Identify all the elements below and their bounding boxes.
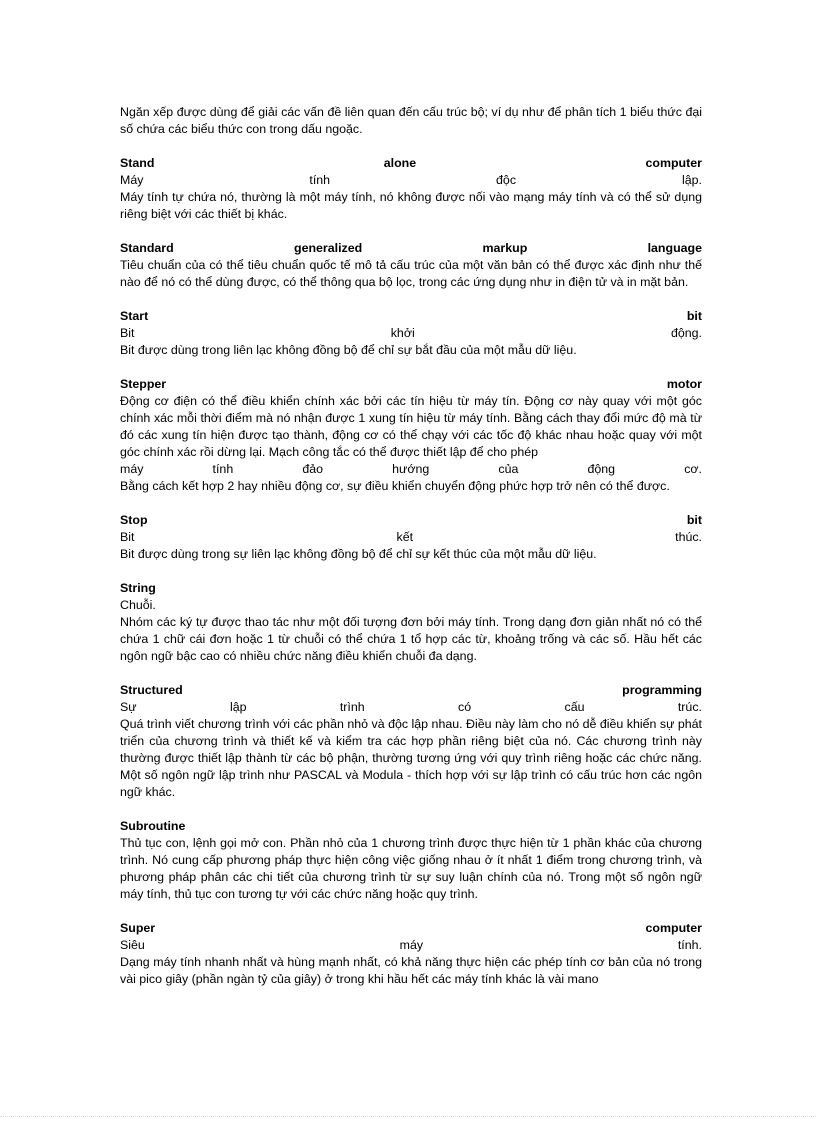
entry-description-continued: Bằng cách kết hợp 2 hay nhiều động cơ, sự điều khiển chuyển động phức hợp trở nên có thể được. xyxy=(120,479,670,493)
term-word: Stand xyxy=(120,156,155,170)
term-word: Stepper xyxy=(120,377,167,391)
entry-translation xyxy=(120,699,702,716)
entry-translation xyxy=(120,597,702,614)
translation-word: trình xyxy=(339,700,365,714)
translation-word: cấu xyxy=(564,700,585,714)
glossary-entry xyxy=(120,308,702,359)
justified-line xyxy=(120,461,702,478)
entry-description: Tiêu chuẩn của có thể tiêu chuẩn quốc tế mô tả cấu trúc của một văn bản có thể được xác định như thế nào để nó có thể dùng được, có thể thông qua bộ lọc, trong các ứng dụng như in điện tử và in mặt bản. xyxy=(120,258,702,289)
glossary-entries xyxy=(120,155,702,988)
line-word: đảo xyxy=(302,462,324,476)
term-word: language xyxy=(647,241,702,255)
translation-word: lập. xyxy=(681,173,702,187)
term-word: Standard xyxy=(120,241,174,255)
translation-word: tính. xyxy=(677,938,702,952)
glossary-entry xyxy=(120,240,702,291)
term-word: Structured xyxy=(120,683,183,697)
entry-description: Động cơ điện có thể điều khiển chính xác bởi các tín hiệu từ máy tín. Động cơ này quay với một góc chính xác mỗi thời điểm mà nó nhận được 1 xung tín hiệu từ máy tính. Bằng cách thay đổi mức độ mà từ đó các xung tín hiện được tạo thành, động cơ có thể chạy với các tốc độ khác nhau hoặc quay với một góc chính xác rồi dừng lại. Mạch công tắc có thể được thiết lập để cho phép xyxy=(120,394,702,459)
entry-translation xyxy=(120,529,702,546)
entry-term xyxy=(120,376,702,393)
entry-term xyxy=(120,682,702,699)
entry-term xyxy=(120,818,702,835)
translation-word: Chuỗi. xyxy=(120,598,156,612)
translation-word: động. xyxy=(670,326,702,340)
glossary-entry xyxy=(120,682,702,801)
line-word: của xyxy=(498,462,519,476)
line-word: máy xyxy=(120,462,144,476)
translation-word: máy xyxy=(399,938,424,952)
entry-translation xyxy=(120,325,702,342)
term-word: Super xyxy=(120,921,156,935)
translation-word: thúc. xyxy=(675,530,702,544)
intro-text: Ngăn xếp được dùng để giải các vấn đề liên quan đến cấu trúc bộ; ví dụ như để phân tích 1 biểu thức đại số chứa các biểu thức con trong dấu ngoặc. xyxy=(120,105,702,136)
term-word: motor xyxy=(666,377,702,391)
translation-word: Sự xyxy=(120,700,137,714)
intro-paragraph xyxy=(120,104,702,138)
glossary-entry xyxy=(120,376,702,495)
entry-description: Bit được dùng trong sự liên lạc không đồng bộ để chỉ sự kết thúc của một mẫu dữ liệu. xyxy=(120,547,597,561)
glossary-entry xyxy=(120,920,702,988)
entry-term xyxy=(120,240,702,257)
translation-word: lập xyxy=(229,700,247,714)
entry-term xyxy=(120,308,702,325)
entry-translation xyxy=(120,937,702,954)
translation-word: tính xyxy=(309,173,331,187)
glossary-entry xyxy=(120,818,702,903)
entry-term xyxy=(120,512,702,529)
term-word: alone xyxy=(383,156,417,170)
entry-description: Thủ tục con, lệnh gọi mở con. Phần nhỏ của 1 chương trình được thực hiện từ 1 phần khác của chương trình. Nó cung cấp phương pháp thực hiện công việc giống nhau ở ít nhất 1 điểm trong chương trình, và phương pháp phân các chi tiết của chương trình từ sự suy luận chính của nó. Trong một số ngôn ngữ máy tính, thủ tục con tương tự với các chức năng hoặc quy trình. xyxy=(120,836,702,901)
page-bottom-rule xyxy=(0,1116,816,1117)
term-word: computer xyxy=(645,921,702,935)
translation-word: có xyxy=(458,700,472,714)
translation-word: kết xyxy=(396,530,414,544)
entry-term xyxy=(120,920,702,937)
term-word: bit xyxy=(686,513,702,527)
glossary-entry xyxy=(120,155,702,223)
translation-word: độc xyxy=(496,173,517,187)
term-word: Start xyxy=(120,309,149,323)
translation-word: Máy xyxy=(120,173,144,187)
entry-translation xyxy=(120,172,702,189)
entry-term xyxy=(120,155,702,172)
term-word: programming xyxy=(622,683,702,697)
translation-word: Bit xyxy=(120,326,135,340)
term-word: bit xyxy=(686,309,702,323)
entry-description: Quá trình viết chương trình với các phần nhỏ và độc lập nhau. Điều này làm cho nó dễ điều khiển sự phát triển của chương trình và thiết kế và kiểm tra các hợp phần riêng biệt của nó. Các chương trình này thường được thiết lập thành từ các bộ phận, thường tương ứng với quy trình riêng hoặc các chức năng. Một số ngôn ngữ lập trình như PASCAL và Modula - thích hợp với sự lập trình có cấu trúc hơn các ngôn ngữ khác. xyxy=(120,717,702,799)
document-page xyxy=(120,104,702,1005)
line-word: động xyxy=(587,462,616,476)
glossary-entry xyxy=(120,512,702,563)
entry-description: Bit được dùng trong liên lạc không đồng bộ để chỉ sự bắt đầu của một mẫu dữ liệu. xyxy=(120,343,577,357)
term-word: String xyxy=(120,581,156,595)
term-word: generalized xyxy=(294,241,363,255)
term-word: computer xyxy=(645,156,702,170)
term-word: markup xyxy=(482,241,528,255)
term-word: Stop xyxy=(120,513,148,527)
entry-description: Nhóm các ký tự được thao tác như một đối tượng đơn bởi máy tính. Trong dạng đơn giản nhất nó có thể chứa 1 chữ cái đơn hoặc 1 từ chuỗi có thể chứa 1 tổ hợp các từ, khoảng trống và các số. Hầu hết các ngôn ngữ bậc cao có nhiều chức năng điều khiển chuỗi đa dạng. xyxy=(120,615,702,663)
entry-term xyxy=(120,580,702,597)
entry-description: Máy tính tự chứa nó, thường là một máy tính, nó không được nối vào mạng máy tính và có thể sử dụng riêng biệt với các thiết bị khác. xyxy=(120,190,702,221)
translation-word: trúc. xyxy=(677,700,702,714)
line-word: cơ. xyxy=(684,462,702,476)
term-word: Subroutine xyxy=(120,819,186,833)
translation-word: Siêu xyxy=(120,938,145,952)
entry-description: Dạng máy tính nhanh nhất và hùng mạnh nhất, có khả năng thực hiện các phép tính cơ bản của nó trong vài pico giây (phần ngàn tỷ của giây) ở trong khi hầu hết các máy tính khác là vài mano xyxy=(120,955,702,986)
translation-word: Bit xyxy=(120,530,135,544)
line-word: tính xyxy=(212,462,234,476)
line-word: hướng xyxy=(392,462,430,476)
glossary-entry xyxy=(120,580,702,665)
translation-word: khởi xyxy=(390,326,415,340)
